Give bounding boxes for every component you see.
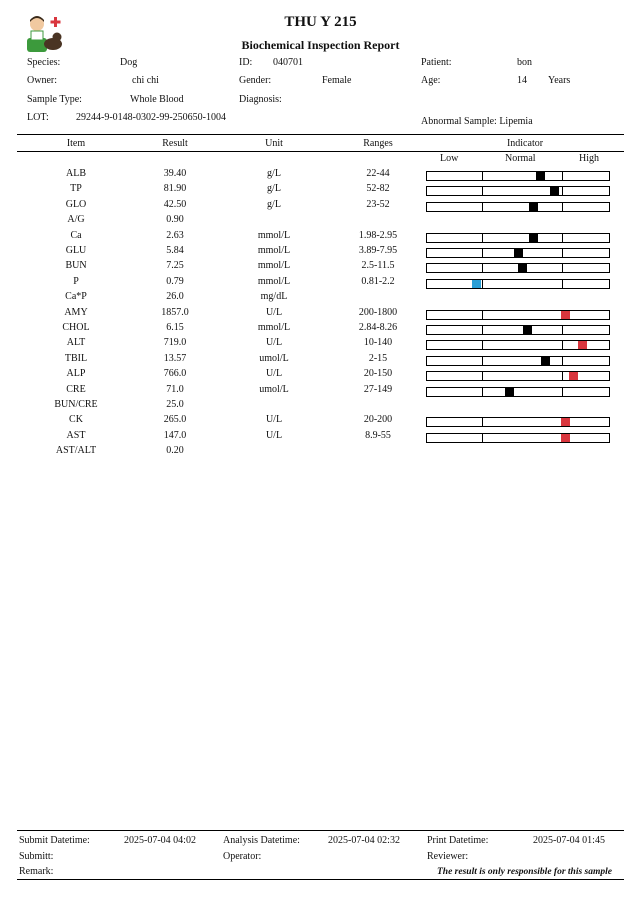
indicator-bar — [426, 387, 610, 397]
indicator-low-label: Low — [440, 153, 459, 164]
item-cell: P — [73, 275, 79, 287]
indicator-tick — [482, 341, 483, 349]
indicator-high-label: High — [579, 153, 599, 164]
indicator-tick — [482, 326, 483, 334]
indicator-tick — [482, 434, 483, 442]
result-cell: 71.0 — [166, 383, 184, 395]
age-value: 14 — [517, 75, 527, 86]
indicator-tick — [562, 372, 563, 380]
indicator-scale-row — [0, 153, 641, 168]
range-cell: 52-82 — [366, 183, 390, 195]
indicator-marker — [561, 311, 570, 319]
gender-label: Gender: — [239, 75, 272, 86]
result-cell: 13.57 — [163, 352, 187, 364]
unit-cell: U/L — [265, 368, 283, 380]
unit-cell: g/L — [267, 198, 281, 210]
owner-label: Owner: — [27, 75, 57, 86]
item-cell: AST — [66, 429, 86, 441]
item-cell: BUN/CRE — [54, 399, 98, 410]
indicator-marker — [536, 172, 545, 180]
indicator-bar — [426, 171, 610, 181]
item-cell: TP — [70, 183, 82, 195]
age-label: Age: — [421, 75, 441, 86]
unit-cell: mmol/L — [257, 275, 291, 287]
analysis-datetime-value: 2025-07-04 02:32 — [328, 835, 400, 846]
range-cell: 2-15 — [368, 352, 388, 364]
indicator-bar — [426, 310, 610, 320]
indicator-tick — [562, 249, 563, 257]
result-cell: 42.50 — [163, 198, 187, 210]
item-cell: CHOL — [62, 322, 90, 333]
range-cell: 2.5-11.5 — [361, 260, 395, 272]
result-cell: 7.25 — [166, 260, 184, 272]
item-cell: A/G — [67, 214, 85, 226]
indicator-tick — [482, 172, 483, 180]
result-cell: 265.0 — [163, 414, 187, 426]
unit-cell: g/L — [267, 183, 281, 195]
item-cell: AMY — [64, 306, 88, 318]
submitt-label: Submitt: — [19, 851, 54, 862]
indicator-marker — [514, 249, 523, 257]
indicator-bar — [426, 417, 610, 427]
indicator-tick — [482, 249, 483, 257]
header-indicator: Indicator — [506, 138, 544, 149]
indicator-tick — [482, 280, 483, 288]
item-cell: BUN — [65, 260, 87, 272]
result-cell: 81.90 — [163, 183, 187, 195]
item-cell: AST/ALT — [55, 445, 97, 457]
indicator-bar — [426, 371, 610, 381]
indicator-bar — [426, 263, 610, 273]
indicator-tick — [562, 264, 563, 272]
unit-cell: umol/L — [259, 352, 289, 364]
lot-value: 29244-9-0148-0302-99-250650-1004 — [76, 112, 226, 123]
table-row — [0, 276, 641, 291]
table-row — [0, 168, 641, 183]
indicator-marker — [529, 203, 538, 211]
indicator-tick — [482, 234, 483, 242]
indicator-marker — [505, 388, 514, 396]
analysis-datetime-label: Analysis Datetime: — [223, 835, 300, 846]
header-ranges: Ranges — [363, 138, 393, 149]
indicator-marker — [518, 264, 527, 272]
patient-label: Patient: — [421, 57, 452, 68]
operator-label: Operator: — [223, 851, 262, 862]
indicator-bar — [426, 279, 610, 289]
range-cell: 3.89-7.95 — [358, 245, 398, 256]
table-row — [0, 307, 641, 322]
table-row — [0, 230, 641, 245]
table-header-rule — [17, 151, 624, 152]
unit-cell: umol/L — [259, 383, 289, 395]
indicator-tick — [562, 187, 563, 195]
result-cell: 1857.0 — [161, 306, 189, 318]
range-cell: 22-44 — [366, 168, 390, 179]
id-value: 040701 — [273, 57, 303, 68]
item-cell: ALP — [66, 368, 86, 380]
header-item: Item — [66, 138, 86, 149]
table-row — [0, 399, 641, 414]
result-cell: 147.0 — [163, 429, 187, 441]
indicator-bar — [426, 340, 610, 350]
indicator-bar — [426, 202, 610, 212]
indicator-tick — [562, 234, 563, 242]
indicator-marker — [541, 357, 550, 365]
indicator-bar — [426, 186, 610, 196]
result-cell: 6.15 — [166, 322, 184, 333]
table-row — [0, 199, 641, 214]
table-row — [0, 337, 641, 352]
table-row — [0, 291, 641, 306]
indicator-tick — [482, 311, 483, 319]
range-cell: 1.98-2.95 — [358, 229, 398, 241]
indicator-bar — [426, 433, 610, 443]
range-cell: 20-150 — [363, 368, 393, 380]
age-unit: Years — [548, 75, 571, 86]
abnormal-sample: Abnormal Sample: Lipemia — [421, 116, 533, 127]
range-cell: 200-1800 — [358, 306, 398, 318]
report-title: THU Y 215 — [284, 14, 357, 30]
unit-cell: mmol/L — [257, 260, 291, 272]
indicator-tick — [562, 172, 563, 180]
unit-cell: U/L — [265, 414, 283, 426]
footer-top-rule — [17, 830, 624, 831]
header-result: Result — [162, 138, 188, 149]
result-cell: 0.20 — [166, 445, 184, 457]
owner-value: chi chi — [132, 75, 159, 86]
item-cell: CRE — [66, 383, 86, 395]
indicator-marker — [472, 280, 481, 288]
diagnosis-label: Diagnosis: — [239, 94, 282, 105]
item-cell: Ca — [70, 229, 82, 241]
table-row — [0, 368, 641, 383]
indicator-bar — [426, 325, 610, 335]
indicator-tick — [482, 372, 483, 380]
gender-value: Female — [322, 75, 352, 86]
indicator-marker — [578, 341, 587, 349]
header-unit: Unit — [265, 138, 283, 149]
indicator-marker — [561, 434, 570, 442]
result-cell: 25.0 — [166, 399, 184, 410]
result-cell: 39.40 — [163, 168, 187, 179]
indicator-tick — [562, 280, 563, 288]
result-cell: 766.0 — [163, 368, 187, 380]
submit-datetime-label: Submit Datetime: — [19, 835, 90, 846]
indicator-tick — [482, 418, 483, 426]
result-cell: 0.90 — [166, 214, 184, 226]
unit-cell: mg/dL — [260, 291, 288, 303]
unit-cell: U/L — [265, 429, 283, 441]
indicator-tick — [482, 203, 483, 211]
range-cell: 10-140 — [363, 337, 393, 349]
indicator-tick — [562, 326, 563, 334]
item-cell: GLO — [65, 198, 87, 210]
range-cell: 23-52 — [366, 198, 390, 210]
item-cell: GLU — [65, 245, 87, 256]
indicator-tick — [562, 357, 563, 365]
table-row — [0, 445, 641, 460]
indicator-tick — [482, 388, 483, 396]
item-cell: ALB — [66, 168, 86, 179]
item-cell: Ca*P — [65, 291, 87, 303]
species-label: Species: — [27, 57, 61, 68]
range-cell: 2.84-8.26 — [358, 322, 398, 333]
range-cell: 27-149 — [363, 383, 393, 395]
indicator-bar — [426, 233, 610, 243]
indicator-marker — [529, 234, 538, 242]
table-row — [0, 384, 641, 399]
table-row — [0, 430, 641, 445]
table-row — [0, 353, 641, 368]
id-label: ID: — [239, 57, 253, 68]
indicator-tick — [562, 203, 563, 211]
table-row — [0, 322, 641, 337]
patient-value: bon — [517, 57, 532, 68]
result-cell: 5.84 — [166, 245, 184, 256]
indicator-tick — [562, 341, 563, 349]
indicator-bar — [426, 248, 610, 258]
indicator-normal-label: Normal — [505, 153, 536, 164]
species-value: Dog — [120, 57, 138, 68]
indicator-bar — [426, 356, 610, 366]
unit-cell: g/L — [267, 168, 281, 179]
sample-type-value: Whole Blood — [130, 94, 184, 105]
report-subtitle: Biochemical Inspection Report — [241, 38, 400, 52]
item-cell: CK — [69, 414, 83, 426]
indicator-tick — [482, 264, 483, 272]
table-row — [0, 183, 641, 198]
reviewer-label: Reviewer: — [427, 851, 469, 862]
indicator-tick — [562, 388, 563, 396]
print-datetime-label: Print Datetime: — [427, 835, 489, 846]
table-row — [0, 260, 641, 275]
print-datetime-value: 2025-07-04 01:45 — [533, 835, 605, 846]
indicator-marker — [561, 418, 570, 426]
range-cell: 20-200 — [363, 414, 393, 426]
unit-cell: mmol/L — [257, 229, 291, 241]
unit-cell: U/L — [265, 337, 283, 349]
submit-datetime-value: 2025-07-04 04:02 — [124, 835, 196, 846]
unit-cell: mmol/L — [257, 245, 291, 256]
table-row — [0, 214, 641, 229]
result-cell: 26.0 — [166, 291, 184, 303]
range-cell: 8.9-55 — [365, 429, 391, 441]
result-cell: 719.0 — [163, 337, 187, 349]
indicator-marker — [569, 372, 578, 380]
table-top-rule — [17, 134, 624, 135]
indicator-marker — [550, 187, 559, 195]
disclaimer-note: The result is only responsible for this sample — [437, 867, 612, 877]
sample-type-label: Sample Type: — [27, 94, 82, 105]
unit-cell: U/L — [265, 306, 283, 318]
range-cell: 0.81-2.2 — [361, 275, 395, 287]
item-cell: TBIL — [64, 352, 88, 364]
item-cell: ALT — [66, 337, 86, 349]
table-row — [0, 414, 641, 429]
footer-bottom-rule — [17, 879, 624, 880]
unit-cell: mmol/L — [257, 322, 291, 333]
remark-label: Remark: — [19, 866, 54, 877]
result-cell: 0.79 — [166, 275, 184, 287]
indicator-tick — [482, 357, 483, 365]
result-cell: 2.63 — [166, 229, 184, 241]
table-row — [0, 245, 641, 260]
indicator-marker — [523, 326, 532, 334]
indicator-tick — [482, 187, 483, 195]
lot-label: LOT: — [27, 112, 49, 123]
